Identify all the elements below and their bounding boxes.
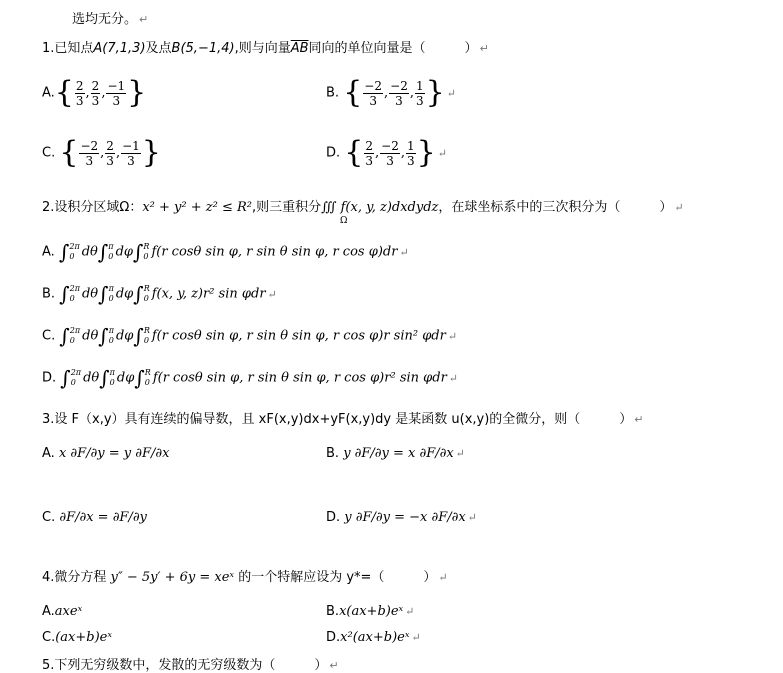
- question-4-option-b[interactable]: B.x(ax+b)eˣ ↵: [326, 604, 415, 619]
- return-mark-icon: ↵: [329, 659, 339, 672]
- integral-sign-icon: ∫: [133, 240, 144, 264]
- question-1-option-a[interactable]: A.{ $\frac{2}{3}$ , $\frac{2}{3}$ , $\frac{-1}{3}$ }: [42, 75, 147, 110]
- right-brace-icon: }: [425, 75, 445, 110]
- return-mark-icon: ↵: [405, 605, 415, 618]
- question-1-stem: 1.已知点A(7,1,3)及点B(5,−1,4),则与向量$\overline{AB}$同向的单位向量是（ ） ↵: [42, 41, 489, 56]
- return-mark-icon: ↵: [139, 13, 149, 26]
- integral-sign-icon: ∫: [60, 366, 71, 390]
- question-2-option-b[interactable]: B. ∫ 2π 0 dθ∫ π 0 dφ∫ R 0 f(x, y, z)r² sin φdr ↵: [42, 282, 277, 306]
- return-mark-icon: ↵: [399, 245, 409, 259]
- question-3-stem: 3.设 F（x,y）具有连续的偏导数，且 xF(x,y)dx+yF(x,y)dy 是某函数 u(x,y)的全微分，则（ ） ↵: [42, 412, 644, 427]
- differential-equation: y″ − 5y′ + 6y = xeˣ: [110, 570, 235, 585]
- return-mark-icon: ↵: [411, 631, 421, 644]
- question-1-option-b[interactable]: B. { $\frac{-2}{3}$ , $\frac{-2}{3}$ , $\frac{1}{3}$ } ↵: [326, 75, 456, 110]
- integral-sign-icon: ∫: [99, 366, 110, 390]
- question-2-option-c[interactable]: C. ∫ 2π 0 dθ∫ π 0 dφ∫ R 0 f(r cosθ sin φ, r sin θ sin φ, r cos φ)r sin² φdr ↵: [42, 324, 458, 348]
- question-5-stem: 5.下列无穷级数中，发散的无穷级数为（ ） ↵: [42, 658, 339, 673]
- region-formula: x² + y² + z² ≤ R²: [142, 200, 252, 215]
- integral-sign-icon: ∫: [133, 324, 144, 348]
- right-brace-icon: }: [141, 135, 161, 170]
- return-mark-icon: ↵: [455, 447, 465, 460]
- return-mark-icon: ↵: [448, 371, 459, 385]
- return-mark-icon: ↵: [267, 287, 277, 301]
- return-mark-icon: ↵: [447, 329, 458, 343]
- question-2-stem: 2.设积分区域Ω：x² + y² + z² ≤ R²,则三重积分∭ f(x, y, z)dxdydz，在球坐标系中的三次积分为（ ） ↵: [42, 200, 684, 215]
- left-brace-icon: {: [54, 75, 74, 110]
- triple-integral: ∭ f(x, y, z)dxdydz: [321, 200, 439, 215]
- question-3-option-c[interactable]: C. ∂F/∂x = ∂F/∂y: [42, 510, 147, 525]
- right-brace-icon: }: [416, 135, 436, 170]
- integral-sign-icon: ∫: [134, 366, 145, 390]
- integral-sign-icon: ∫: [59, 282, 70, 306]
- left-brace-icon: {: [343, 75, 363, 110]
- integral-sign-icon: ∫: [133, 282, 144, 306]
- question-1-option-c[interactable]: C. { $\frac{-2}{3}$ , $\frac{2}{3}$ , $\frac{-1}{3}$ }: [42, 135, 161, 170]
- right-brace-icon: }: [127, 75, 147, 110]
- integral-sign-icon: ∫: [58, 240, 70, 264]
- question-2-option-d[interactable]: D. ∫ 2π 0 dθ∫ π 0 dφ∫ R 0 f(r cosθ sin φ, r sin θ sin φ, r cos φ)r² sin φdr ↵: [42, 366, 459, 390]
- return-mark-icon: ↵: [479, 42, 489, 55]
- left-brace-icon: {: [344, 135, 364, 170]
- question-4-option-d[interactable]: D.x²(ax+b)eˣ ↵: [326, 630, 421, 645]
- return-mark-icon: ↵: [634, 413, 644, 426]
- integral-sign-icon: ∫: [97, 240, 109, 264]
- question-1-option-d[interactable]: D. { $\frac{2}{3}$ , $\frac{-2}{3}$ , $\frac{1}{3}$ } ↵: [326, 135, 447, 170]
- integral-domain-subscript: Ω: [340, 216, 348, 226]
- vector-ab: $\overline{AB}$: [290, 41, 309, 56]
- question-3-option-b[interactable]: B. y ∂F/∂y = x ∂F/∂x ↵: [326, 446, 465, 461]
- return-mark-icon: ↵: [437, 146, 447, 160]
- return-mark-icon: ↵: [438, 571, 448, 584]
- left-brace-icon: {: [59, 135, 79, 170]
- question-3-option-a[interactable]: A. x ∂F/∂y = y ∂F/∂x: [42, 446, 170, 461]
- question-4-stem: 4.微分方程 y″ − 5y′ + 6y = xeˣ 的一个特解应设为 y*=（ ） ↵: [42, 570, 448, 585]
- intro-line: [72, 8, 783, 27]
- question-2-option-a[interactable]: A. ∫ 2π 0 dθ∫ π 0 dφ∫ R 0 f(r cosθ sin φ, r sin θ sin φ, r cos φ)dr ↵: [42, 240, 409, 264]
- return-mark-icon: ↵: [674, 201, 684, 214]
- intro-text: 选均无分。: [72, 12, 138, 27]
- question-4-option-a[interactable]: A.axeˣ: [42, 604, 83, 619]
- integral-sign-icon: ∫: [98, 324, 109, 348]
- return-mark-icon: ↵: [467, 511, 477, 524]
- return-mark-icon: ↵: [446, 86, 456, 100]
- integral-sign-icon: ∫: [98, 282, 109, 306]
- question-3-option-d[interactable]: D. y ∂F/∂y = −x ∂F/∂x ↵: [326, 510, 477, 525]
- question-4-option-c[interactable]: C.(ax+b)eˣ: [42, 630, 112, 645]
- integral-sign-icon: ∫: [59, 324, 70, 348]
